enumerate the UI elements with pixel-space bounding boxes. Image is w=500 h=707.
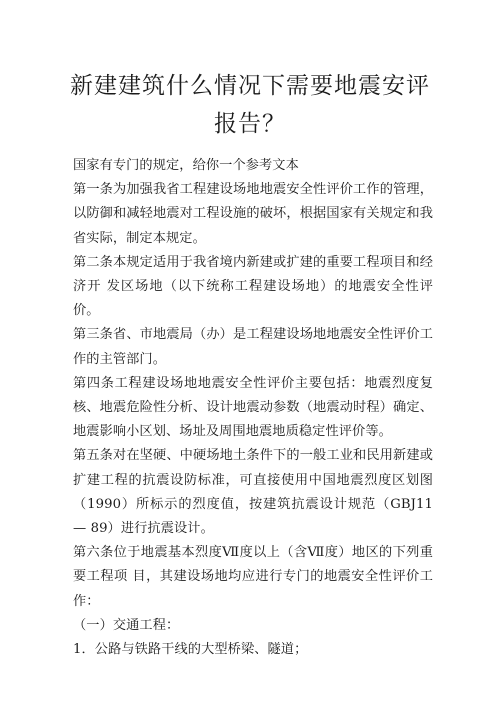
- document-body: [73, 154, 433, 662]
- section-transport-heading: （一）交通工程：: [73, 617, 180, 633]
- list-item-1: 1．公路与铁路干线的大型桥梁、隧道；: [73, 642, 308, 658]
- document-title-line-2: 报告？: [214, 111, 286, 138]
- article-3-paragraph: 第三条省、市地震局（办）是工程建设场地地震安全性评价工作的主管部门。: [73, 327, 433, 367]
- article-6-paragraph: 第六条位于地震基本烈度Ⅶ度以上（含Ⅶ度）地区的下列重要工程项 目，其建设场地均应进行专门的地震安全性评价工作：: [73, 545, 433, 609]
- article-5-paragraph: 第五条对在坚硬、中硬场地土条件下的一般工业和民用新建或扩建工程的抗震设防标准，可直接使用中国地震烈度区划图（1990）所标示的烈度值，按建筑抗震设计规范（GBJ11 — 89）进行抗震设计。: [73, 448, 433, 537]
- article-2-paragraph: 第二条本规定适用于我省境内新建或扩建的重要工程项目和经济开 发区场地（以下统称工程建设场地）的地震安全性评价。: [73, 254, 433, 319]
- intro-paragraph: 国家有专门的规定，给你一个参考文本: [73, 158, 299, 173]
- article-1-paragraph: 第一条为加强我省工程建设场地地震安全性评价工作的管理，以防御和减轻地震对工程设施的破坏，根据国家有关规定和我省实际，制定本规定。: [73, 182, 433, 246]
- document-title-line-1: 新建建筑什么情况下需要地震安评: [70, 73, 430, 100]
- article-4-paragraph: 第四条工程建设场地地震安全性评价主要包括：地震烈度复核、地震危险性分析、设计地震动参数（地震动时程）确定、地震影响小区划、场址及周围地震地质稳定性评价等。: [73, 375, 433, 440]
